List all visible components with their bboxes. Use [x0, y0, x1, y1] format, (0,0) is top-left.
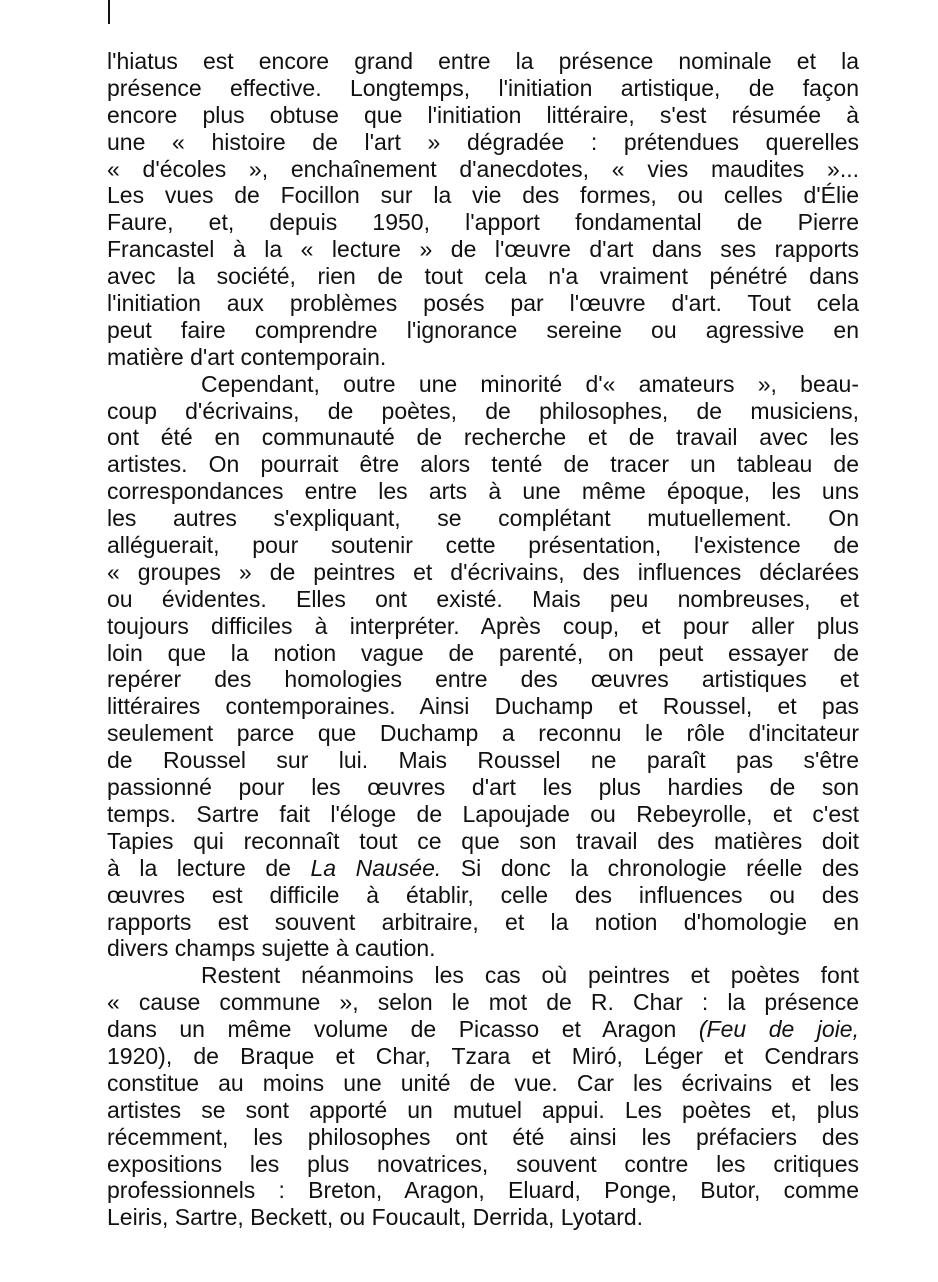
text-line: Faure, et, depuis 1950, l'apport fondamental de Pierre: [107, 209, 859, 236]
text-line: divers champs sujette à caution.: [107, 935, 436, 962]
text-line: « cause commune », selon le mot de R. Char : la présence: [107, 989, 859, 1016]
text-line: toujours difficiles à interpréter. Après coup, et pour aller plus: [107, 612, 859, 639]
book-title: (Feu de joie,: [698, 1016, 859, 1043]
text-line: repérer des homologies entre des œuvres artistiques et: [107, 666, 859, 693]
text-line: « groupes » de peintres et d'écrivains, des influences déclarées: [107, 558, 859, 585]
text-line: Cependant, outre une minorité d'« amateurs », beau-: [201, 370, 859, 397]
text-line: Francastel à la « lecture » de l'œuvre d'art dans ses rapports: [107, 236, 859, 263]
margin-mark: [108, 0, 110, 24]
text-line: passionné pour les œuvres d'art les plus hardies de son: [107, 774, 859, 801]
text-line: temps. Sartre fait l'éloge de Lapoujade ou Rebeyrolle, et c'est: [107, 800, 859, 827]
text-line: Restent néanmoins les cas où peintres et poètes font: [201, 962, 859, 989]
text-line: littéraires contemporaines. Ainsi Duchamp et Roussel, et pas: [107, 693, 859, 720]
text-line: coup d'écrivains, de poètes, de philosophes, de musiciens,: [107, 397, 859, 424]
text-line: professionnels : Breton, Aragon, Eluard, Ponge, Butor, comme: [107, 1177, 859, 1204]
text-line: ou évidentes. Elles ont existé. Mais peu nombreuses, et: [107, 585, 859, 612]
text-line: correspondances entre les arts à une même époque, les uns: [107, 478, 859, 505]
text-line: présence effective. Longtemps, l'initiation artistique, de façon: [107, 74, 859, 101]
text-line: peut faire comprendre l'ignorance sereine ou agressive en: [107, 316, 859, 343]
text-line: matière d'art contemporain.: [107, 343, 387, 370]
paragraph-1: [107, 48, 859, 371]
text-line: loin que la notion vague de parenté, on peut essayer de: [107, 639, 859, 666]
paragraph-2: [107, 371, 859, 963]
text-line: l'initiation aux problèmes posés par l'œuvre d'art. Tout cela: [107, 290, 859, 317]
text-line: récemment, les philosophes ont été ainsi les préfaciers des: [107, 1123, 859, 1150]
text-line: Tapies qui reconnaît tout ce que son travail des matières doit: [107, 827, 859, 854]
text-line: Les vues de Focillon sur la vie des formes, ou celles d'Élie: [107, 182, 859, 209]
text-page: [107, 48, 859, 1231]
text-line: alléguerait, pour soutenir cette présentation, l'existence de: [107, 532, 859, 559]
text-line: de Roussel sur lui. Mais Roussel ne paraît pas s'être: [107, 747, 859, 774]
text-run: Si donc la chronologie réelle des: [441, 854, 860, 881]
text-line: l'hiatus est encore grand entre la présence nominale et la: [107, 48, 859, 74]
text-run: dans un même volume de Picasso et Aragon: [107, 1016, 699, 1043]
text-line-with-title: [107, 1016, 859, 1043]
paragraph-3: [107, 962, 859, 1231]
text-line: expositions les plus novatrices, souvent contre les critiques: [107, 1150, 859, 1177]
text-line: Leiris, Sartre, Beckett, ou Foucault, Derrida, Lyotard.: [107, 1204, 644, 1231]
text-line: une « histoire de l'art » dégradée : prétendues querelles: [107, 128, 859, 155]
text-line: constitue au moins une unité de vue. Car les écrivains et les: [107, 1069, 859, 1096]
text-line: ont été en communauté de recherche et de travail avec les: [107, 424, 859, 451]
text-line: œuvres est difficile à établir, celle des influences ou des: [107, 881, 859, 908]
text-line: 1920), de Braque et Char, Tzara et Miró, Léger et Cendrars: [107, 1042, 859, 1069]
text-line: « d'écoles », enchaînement d'anecdotes, « vies maudites »...: [107, 155, 859, 182]
text-line: les autres s'expliquant, se complétant mutuellement. On: [107, 505, 859, 532]
text-run: à la lecture de: [107, 854, 311, 881]
text-line-with-title: [107, 855, 859, 882]
text-line: encore plus obtuse que l'initiation littéraire, s'est résumée à: [107, 101, 859, 128]
text-line: avec la société, rien de tout cela n'a vraiment pénétré dans: [107, 263, 859, 290]
text-line: artistes. On pourrait être alors tenté de tracer un tableau de: [107, 451, 859, 478]
book-title: La Nausée.: [310, 854, 442, 881]
text-line: rapports est souvent arbitraire, et la notion d'homologie en: [107, 908, 859, 935]
text-line: artistes se sont apporté un mutuel appui. Les poètes et, plus: [107, 1096, 859, 1123]
text-line: seulement parce que Duchamp a reconnu le rôle d'incitateur: [107, 720, 859, 747]
